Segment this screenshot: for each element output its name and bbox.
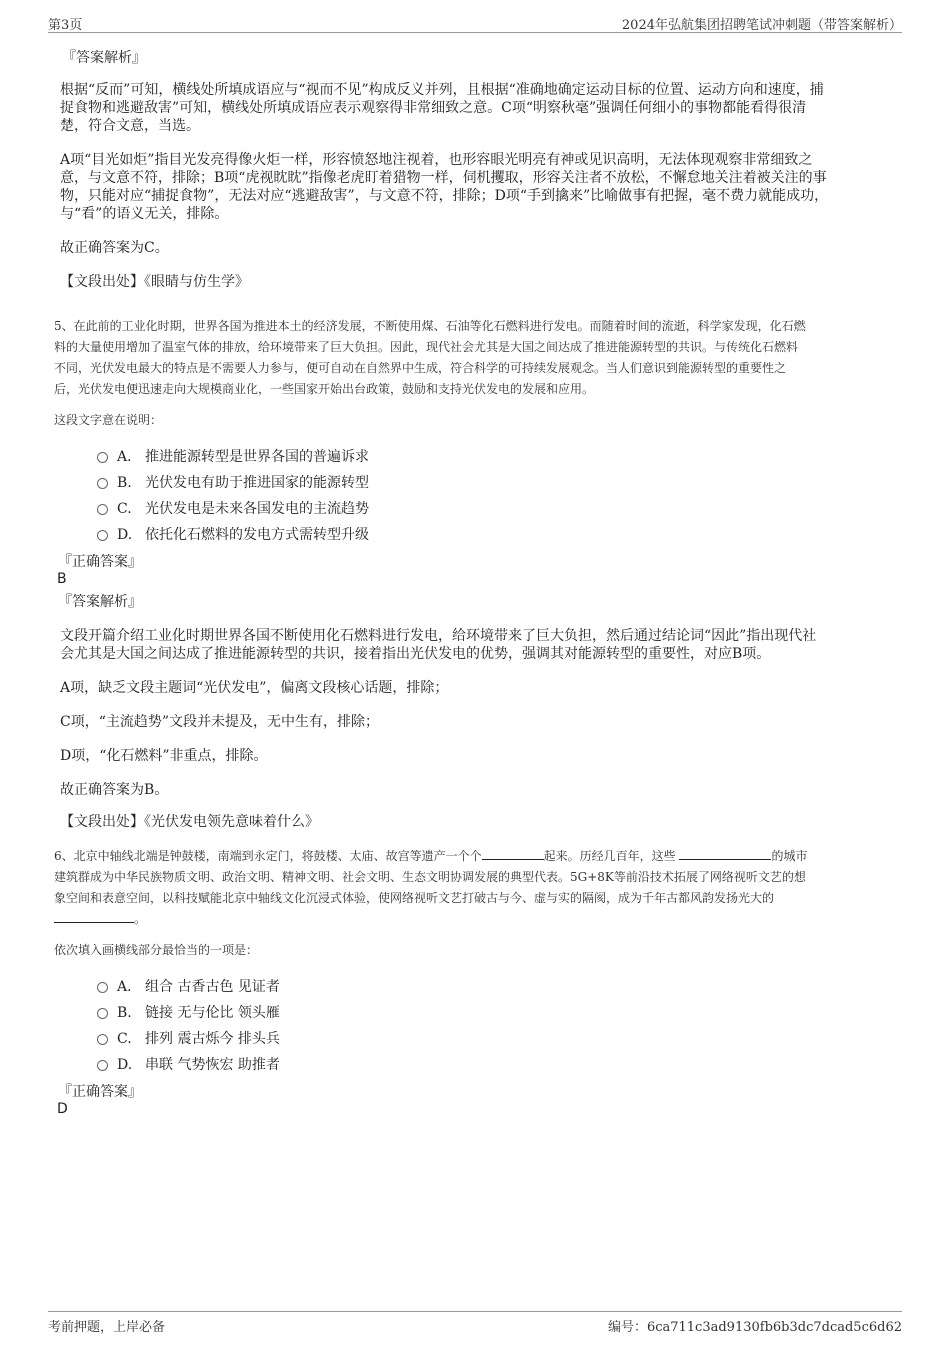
fill-blank-2 xyxy=(679,847,771,860)
q5-option-d[interactable]: D. 依托化石燃料的发电方式需转型升级 xyxy=(97,524,369,544)
q4-source: 【文段出处】《眼睛与仿生学》 xyxy=(60,274,249,290)
q6-question: 依次填入画横线部分最恰当的一项是： xyxy=(54,943,259,957)
q5-analysis-paragraph-4: D项，“化石燃料”非重点，排除。 xyxy=(60,748,268,764)
radio-icon[interactable] xyxy=(97,1034,108,1045)
radio-icon[interactable] xyxy=(97,530,108,541)
radio-icon[interactable] xyxy=(97,452,108,463)
document-title: 2024年弘航集团招聘笔试冲刺题（带答案解析） xyxy=(621,18,902,33)
q5-option-c[interactable]: C. 光伏发电是未来各国发电的主流趋势 xyxy=(97,498,369,518)
q5-analysis-paragraph-3: C项，“主流趋势”文段并未提及，无中生有，排除； xyxy=(60,714,380,730)
radio-icon[interactable] xyxy=(97,1008,108,1019)
q6-option-d[interactable]: D. 串联 气势恢宏 助推者 xyxy=(97,1054,280,1074)
q4-analysis-paragraph-2: A项“目光如炬”指目光发亮得像火炬一样，形容愤怒地注视着，也形容眼光明亮有神或见识高明，无法体现观察非常细致之 意，与文意不符，排除；B项“虎视眈眈”指像老虎盯着猎物一样，伺机攫取，形容关注者不放松，不懈怠地关注着被关注的事 物，只能对应“捕捉食物”，无法对应“逃避敌害”，与文意不符，排除；D项“手到擒来”比喻做事有把握，毫不费力就能成功， 与“看”的语义无关，排除。 xyxy=(60,152,829,222)
q5-stem: 5、在此前的工业化时期，世界各国为推进本土的经济发展，不断使用煤、石油等化石燃料进行发电。而随着时间的流逝，科学家发现，化石燃 料的大量使用增加了温室气体的排放，给环境带来了巨大负担。因此，现代社会尤其是大国之间达成了推进能源转型的共识。与传统化石燃料 不同，光伏发电最大的特点是不需要人力参与，便可自动在自然界中生成，符合科学的可持续发展观念。当人们意识到能源转型的重要性之 后，光伏发电便迅速走向大规模商业化，一些国家开始出台政策，鼓励和支持光伏发电的发展和应用。 xyxy=(54,319,806,396)
q5-source: 【文段出处】《光伏发电领先意味着什么》 xyxy=(60,814,319,830)
page-header xyxy=(48,12,902,33)
radio-icon[interactable] xyxy=(97,1060,108,1071)
fill-blank-3 xyxy=(54,910,134,923)
q5-answer: B xyxy=(57,571,67,587)
q5-analysis-label: 『答案解析』 xyxy=(58,594,142,610)
q4-analysis-paragraph-1: 根据“反而”可知，横线处所填成语应与“视而不见”构成反义并列，且根据“准确地确定运动目标的位置、运动方向和速度，捕 捉食物和逃避敌害”可知，横线处所填成语应表示观察得非常细致之意。C项“明察秋毫”强调任何细小的事物都能看得很清 楚，符合文意，当选。 xyxy=(60,82,824,134)
footer-serial: 编号：6ca711c3ad9130fb6b3dc7dcad5c6d62 xyxy=(607,1320,902,1335)
q6-answer-label: 『正确答案』 xyxy=(58,1084,142,1100)
page-footer xyxy=(48,1311,902,1336)
q5-analysis-paragraph-1: 文段开篇介绍工业化时期世界各国不断使用化石燃料进行发电，给环境带来了巨大负担，然后通过结论词“因此”指出现代社 会尤其是大国之间达成了推进能源转型的共识，接着指出光伏发电的优势，强调其对能源转型的重要性，对应B项。 xyxy=(60,628,817,662)
q6-option-b[interactable]: B. 链接 无与伦比 领头雁 xyxy=(97,1002,280,1022)
q5-question: 这段文字意在说明： xyxy=(54,413,163,427)
q6-option-c[interactable]: C. 排列 震古烁今 排头兵 xyxy=(97,1028,280,1048)
q6-option-a[interactable]: A． 组合 古香古色 见证者 xyxy=(97,976,280,996)
q4-analysis-label: 『答案解析』 xyxy=(62,50,146,66)
q5-option-b[interactable]: B. 光伏发电有助于推进国家的能源转型 xyxy=(97,472,369,492)
q6-answer: D xyxy=(57,1101,68,1117)
footer-slogan: 考前押题，上岸必备 xyxy=(48,1320,166,1335)
radio-icon[interactable] xyxy=(97,478,108,489)
q5-analysis-paragraph-2: A项，缺乏文段主题词“光伏发电”，偏离文段核心话题，排除； xyxy=(60,680,449,696)
radio-icon[interactable] xyxy=(97,504,108,515)
q5-option-a[interactable]: A． 推进能源转型是世界各国的普遍诉求 xyxy=(97,446,369,466)
q4-conclusion: 故正确答案为C。 xyxy=(60,240,169,256)
q5-answer-label: 『正确答案』 xyxy=(58,554,142,570)
page-number: 第3页 xyxy=(48,18,83,33)
fill-blank-1 xyxy=(482,847,544,860)
radio-icon[interactable] xyxy=(97,982,108,993)
q5-conclusion: 故正确答案为B。 xyxy=(60,782,169,798)
q6-stem: 6、北京中轴线北端是钟鼓楼，南端到永定门，将鼓楼、太庙、故宫等遗产一个个 起来。历经几百年，这些 的城市 建筑群成为中华民族物质文明、政治文明、精神文明、社会文明、生态文明协调发展的典型代表。5G+8K等前沿技术拓展了网络视听文艺的想 象空间和表意空间，以科技赋能北京中轴线文化沉浸式体验，使网络视听文艺打破古与今、虚与实的隔阂，成为千年古都风韵发扬光大的 。 xyxy=(54,849,808,926)
